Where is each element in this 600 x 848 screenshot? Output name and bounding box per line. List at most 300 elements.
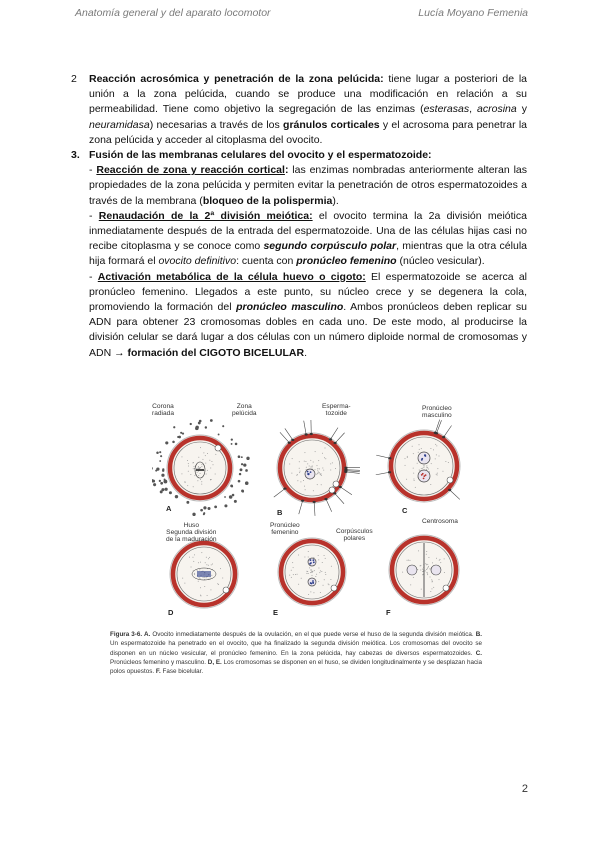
- granule: [317, 473, 318, 474]
- granule: [316, 465, 317, 466]
- corona-cell: [231, 485, 233, 487]
- granule: [402, 572, 403, 573]
- text-run: el ovocito termina la 2a división meiótica inmediatamente después de la entrada del espermatozoide. Una de las células hijas casi no recibe citoplasma y se conoce como: [89, 209, 527, 253]
- caption-d: D, E.: [207, 658, 222, 666]
- sperm-tail: [376, 455, 390, 458]
- text-run: Los cromosomas se disponen en el huso, se dividen longitudinalmente y se desplazan hacia polos opuestos.: [110, 658, 482, 676]
- granule: [426, 469, 427, 470]
- sperm-tail: [376, 472, 390, 475]
- corona-cell: [159, 460, 161, 462]
- granule: [208, 565, 209, 566]
- granule: [198, 562, 199, 563]
- granule: [414, 480, 415, 481]
- granule: [303, 480, 304, 481]
- sperm-head: [344, 469, 347, 471]
- granule: [313, 557, 314, 558]
- corona-cell: [173, 426, 175, 428]
- sperm-tail: [335, 493, 344, 503]
- granule: [439, 560, 440, 561]
- granule: [310, 460, 311, 461]
- granule: [200, 473, 201, 474]
- granule: [442, 471, 443, 472]
- granule: [313, 461, 314, 462]
- granule: [325, 458, 326, 459]
- granule: [407, 560, 408, 561]
- corona-cell: [240, 468, 243, 471]
- granule: [311, 571, 312, 572]
- granule: [207, 576, 208, 577]
- corona-cell: [162, 469, 164, 471]
- granule: [428, 566, 429, 567]
- granule: [331, 566, 332, 567]
- granule: [217, 583, 218, 584]
- granule: [413, 453, 414, 454]
- granule: [312, 575, 313, 576]
- sperm-tail: [280, 432, 289, 442]
- letter-a: A: [166, 504, 172, 513]
- corona-cell: [164, 480, 168, 484]
- text-run: ,: [469, 103, 478, 116]
- granule: [198, 457, 199, 458]
- granule: [435, 444, 436, 445]
- sperm-tail: [335, 433, 345, 443]
- enzyme-acrosina: acrosina: [477, 103, 517, 116]
- sperm-head: [344, 471, 347, 473]
- granule: [194, 466, 195, 467]
- granule: [207, 595, 208, 596]
- text-run: : cuenta con: [236, 255, 297, 268]
- granule: [181, 456, 182, 457]
- granule: [307, 463, 308, 464]
- granule: [312, 466, 313, 467]
- corona-cell: [161, 488, 164, 491]
- item-2-title: Reacción acrosómica y penetración de la zona pelúcida:: [89, 73, 384, 85]
- subitem-title: Reacción de zona y reacción cortical: [96, 164, 285, 177]
- granule: [182, 578, 183, 579]
- granule: [325, 558, 326, 559]
- granule: [324, 457, 325, 458]
- granule: [413, 468, 414, 469]
- chromatin: [312, 582, 314, 584]
- figure-caption: [110, 630, 482, 676]
- granule: [445, 461, 446, 462]
- granule: [437, 468, 438, 469]
- item-3-title: Fusión de las membranas celulares del ovocito y el espermatozoide:: [89, 149, 432, 162]
- corona-cell: [210, 419, 213, 422]
- text-run: El espermatozoide se acerca al pronúcleo femenino. Llegados a este punto, su núcleo crece y se degenera la cola, promoviendo la formación del: [89, 270, 527, 314]
- item-number: 2: [71, 73, 77, 85]
- cell-a: [152, 419, 250, 516]
- corona-cell: [234, 500, 237, 503]
- corona-cell: [153, 483, 156, 486]
- granule: [190, 474, 191, 475]
- granule: [313, 490, 314, 491]
- enzyme-neuramidasa: neuramidasa: [89, 118, 150, 131]
- granule: [315, 451, 316, 452]
- granule: [430, 484, 431, 485]
- granule: [312, 468, 313, 469]
- granule: [426, 554, 427, 555]
- polar-body: [447, 477, 453, 483]
- text-run: las enzimas nombradas anteriormente alteran las propiedades de la zona pelúcida y permiten evitar la penetración de otros espermatozoides a través de la membrana (: [89, 164, 527, 207]
- granule: [192, 557, 193, 558]
- sperm-head: [329, 438, 332, 440]
- text-run: Ovocito inmediatamente después de la ovulación, en el que puede verse el huso de la segunda división meiótica.: [150, 631, 476, 638]
- granule: [311, 570, 312, 571]
- sperm-tail: [285, 428, 293, 440]
- granule: [420, 569, 421, 570]
- granule: [311, 569, 312, 570]
- granule: [203, 577, 204, 578]
- granule: [211, 575, 212, 576]
- granule: [291, 570, 292, 571]
- granule: [427, 574, 428, 575]
- granule: [405, 465, 406, 466]
- polar-body: [443, 585, 449, 591]
- granule: [419, 470, 420, 471]
- granule: [320, 592, 321, 593]
- granule: [198, 581, 199, 582]
- item-2: [71, 72, 528, 148]
- bloqueo-polispermia: bloqueo de la polispermia: [202, 194, 333, 207]
- granule: [208, 558, 209, 559]
- granule: [324, 555, 325, 556]
- corona-cell: [224, 504, 227, 507]
- polar-body: [329, 487, 335, 493]
- sperm-head: [434, 432, 437, 434]
- granule: [318, 555, 319, 556]
- granule: [316, 574, 317, 575]
- sperm-tail: [346, 471, 360, 472]
- granule: [194, 574, 195, 575]
- cell-d: [170, 540, 238, 608]
- corona-cell: [232, 494, 235, 497]
- colon: :: [284, 164, 289, 177]
- granule: [323, 470, 324, 471]
- granule: [425, 570, 426, 571]
- pronucleus: [308, 578, 316, 586]
- chromatin: [307, 473, 309, 475]
- text-run: y: [516, 103, 528, 116]
- corona-cell: [205, 426, 207, 428]
- label-pronucleo-femenino: Pronúcleo femenino: [270, 522, 300, 537]
- granule: [444, 558, 445, 559]
- granule: [426, 465, 427, 466]
- granule: [321, 571, 322, 572]
- granule: [325, 572, 326, 573]
- granule: [421, 468, 422, 469]
- granule: [200, 447, 201, 448]
- granule: [319, 472, 320, 473]
- granule: [419, 449, 420, 450]
- corona-cell: [192, 513, 195, 516]
- granule: [209, 557, 210, 558]
- chromatin: [310, 559, 312, 561]
- cell-b: [274, 420, 360, 516]
- pronucleus: [308, 558, 316, 566]
- granule: [305, 461, 306, 462]
- nucleus: [431, 565, 441, 575]
- granule: [322, 453, 323, 454]
- granule: [200, 479, 201, 480]
- granule: [200, 562, 201, 563]
- granule: [324, 579, 325, 580]
- granule: [194, 573, 195, 574]
- chromatin: [307, 471, 309, 473]
- sperm-head: [442, 436, 445, 438]
- granule: [330, 469, 331, 470]
- granule: [431, 588, 432, 589]
- granule: [201, 484, 202, 485]
- granule: [332, 462, 333, 463]
- corona-cell: [199, 420, 202, 423]
- granule: [412, 446, 413, 447]
- granule: [438, 455, 439, 456]
- polar-body: [331, 585, 337, 591]
- sperm-head: [344, 467, 347, 469]
- sperm-head: [388, 471, 391, 473]
- granule: [289, 575, 290, 576]
- sperm-tail: [299, 501, 303, 514]
- arrow-icon: →: [114, 346, 125, 359]
- corona-cell: [175, 495, 178, 498]
- item-number: 3.: [71, 149, 80, 162]
- granule: [215, 474, 216, 475]
- granule: [413, 479, 414, 480]
- granule: [306, 467, 307, 468]
- item-3: [71, 148, 527, 361]
- corona-cell: [152, 467, 153, 470]
- granule: [309, 567, 310, 568]
- sperm-head: [283, 488, 286, 490]
- granule: [213, 464, 214, 465]
- granule: [300, 481, 301, 482]
- chromatin: [313, 561, 315, 563]
- subitem-activacion: [89, 270, 527, 361]
- granule: [297, 480, 298, 481]
- granule: [292, 458, 293, 459]
- granule: [298, 555, 299, 556]
- granule: [211, 564, 212, 565]
- granule: [417, 569, 418, 570]
- text-run: Fase bicelular.: [160, 668, 204, 676]
- sperm-tail: [340, 487, 352, 495]
- granule: [421, 589, 422, 590]
- granule: [181, 473, 182, 474]
- granule: [188, 466, 189, 467]
- granule: [430, 591, 431, 592]
- text-run: ) necesarias a través de los: [149, 118, 284, 131]
- granule: [205, 562, 206, 563]
- granule: [429, 471, 430, 472]
- granule: [306, 469, 307, 470]
- label-corpusculos-polares: Corpúsculos polares: [336, 528, 373, 543]
- granule: [415, 487, 416, 488]
- granule: [199, 577, 200, 578]
- granule: [440, 562, 441, 563]
- sperm-tail: [346, 472, 360, 474]
- corona-cell: [224, 496, 226, 498]
- granule: [307, 571, 308, 572]
- dash: -: [89, 164, 97, 177]
- granule: [317, 468, 318, 469]
- corona-cell: [235, 443, 238, 446]
- granule: [317, 484, 318, 485]
- granule: [193, 561, 194, 562]
- granule: [323, 585, 324, 586]
- granule: [200, 587, 201, 588]
- corona-cell: [231, 439, 233, 441]
- sperm-tail: [304, 421, 306, 435]
- main-content: [71, 72, 528, 361]
- granule: [188, 471, 189, 472]
- granule: [328, 584, 329, 585]
- granule: [315, 576, 316, 577]
- granule: [194, 554, 195, 555]
- enzyme-esterasas: esterasas: [423, 103, 470, 116]
- granule: [310, 466, 311, 467]
- granule: [291, 577, 292, 578]
- granule: [308, 573, 309, 574]
- granule: [197, 480, 198, 481]
- polar-body: [223, 587, 229, 593]
- sperm-tail: [450, 490, 460, 500]
- corona-cell: [169, 491, 172, 494]
- granule: [413, 473, 414, 474]
- corona-cell: [165, 488, 168, 491]
- text-run: Pronúcleos femenino y masculino.: [110, 658, 208, 666]
- granule: [198, 466, 199, 467]
- zygote-illustration: [152, 400, 482, 618]
- sperm-head: [301, 500, 304, 502]
- granule: [297, 574, 298, 575]
- granule: [202, 459, 203, 460]
- sperm-head: [313, 501, 316, 503]
- granule: [413, 577, 414, 578]
- granule: [408, 560, 409, 561]
- granule: [299, 471, 300, 472]
- corona-cell: [246, 457, 249, 460]
- chromatin: [425, 474, 427, 476]
- sperm-head: [324, 498, 327, 500]
- granule: [295, 574, 296, 575]
- caption-a: A.: [142, 631, 151, 638]
- letter-c: C: [402, 506, 408, 515]
- granule: [405, 458, 406, 459]
- granule: [207, 470, 208, 471]
- label-espermatozoide: Esperma- tozoide: [322, 403, 351, 418]
- granule: [316, 474, 317, 475]
- corona-cell: [161, 474, 164, 477]
- granule: [301, 578, 302, 579]
- granule: [418, 550, 419, 551]
- granule: [304, 452, 305, 453]
- chromatin: [424, 454, 426, 456]
- granule: [321, 473, 322, 474]
- dash: -: [89, 270, 98, 283]
- granule: [318, 559, 319, 560]
- granule: [431, 579, 432, 580]
- subitem-title: Activación metabólica de la célula huevo o cigoto:: [97, 270, 366, 283]
- ovocito-definitivo: ovocito definitivo: [158, 255, 237, 268]
- granule: [324, 447, 325, 448]
- granule: [199, 578, 200, 579]
- granule: [206, 557, 207, 558]
- granule: [430, 448, 431, 449]
- corona-cell: [241, 463, 243, 465]
- corona-cell: [245, 481, 249, 485]
- granule: [196, 468, 197, 469]
- granule: [308, 594, 309, 595]
- granule: [409, 560, 410, 561]
- label-corona-radiada: Corona radiada: [152, 403, 174, 418]
- granule: [436, 445, 437, 446]
- page-number: 2: [521, 783, 528, 795]
- corona-cell: [186, 501, 189, 504]
- sperm-head: [305, 433, 308, 435]
- corona-cell: [222, 425, 224, 427]
- nucleus: [407, 565, 417, 575]
- caption-c: C.: [475, 649, 482, 657]
- chromatin: [422, 473, 424, 475]
- granule: [296, 475, 297, 476]
- granule: [318, 567, 319, 568]
- text-run: .: [304, 346, 307, 359]
- corona-cell: [177, 436, 179, 438]
- polar-body: [215, 445, 221, 451]
- subitem-renaudacion: [89, 209, 527, 270]
- pronucleo-masculino: pronúcleo masculino: [236, 301, 344, 314]
- granule: [433, 449, 434, 450]
- granule: [426, 569, 427, 570]
- granule: [206, 474, 207, 475]
- granule: [322, 468, 323, 469]
- corona-cell: [218, 434, 220, 436]
- granule: [184, 583, 185, 584]
- subitem-reaccion-zona: [89, 163, 527, 209]
- corona-cell: [203, 506, 206, 509]
- chromatin: [310, 562, 312, 564]
- granule: [427, 564, 428, 565]
- granule: [432, 581, 433, 582]
- granule: [318, 581, 319, 582]
- granule: [314, 570, 315, 571]
- segundo-corpusculo-polar: segundo corpúsculo polar: [263, 240, 397, 253]
- corona-cell: [172, 441, 175, 444]
- granule: [197, 570, 198, 571]
- granule: [312, 571, 313, 572]
- caption-label: Figura 3-6.: [110, 631, 143, 638]
- granule: [317, 470, 318, 471]
- granule: [424, 465, 425, 466]
- granule: [322, 562, 323, 563]
- corona-cell: [238, 480, 241, 483]
- granule: [335, 468, 336, 469]
- chromatin: [311, 583, 313, 585]
- granule: [426, 564, 427, 565]
- granule: [188, 463, 189, 464]
- sperm-head: [288, 442, 291, 444]
- granule: [201, 466, 202, 467]
- chromatin: [421, 458, 423, 460]
- corona-cell: [180, 432, 182, 434]
- granule: [427, 567, 428, 568]
- pronucleus: [418, 452, 430, 464]
- granule: [210, 479, 211, 480]
- granule: [299, 461, 300, 462]
- chromatin: [312, 580, 314, 582]
- corona-cell: [160, 455, 162, 457]
